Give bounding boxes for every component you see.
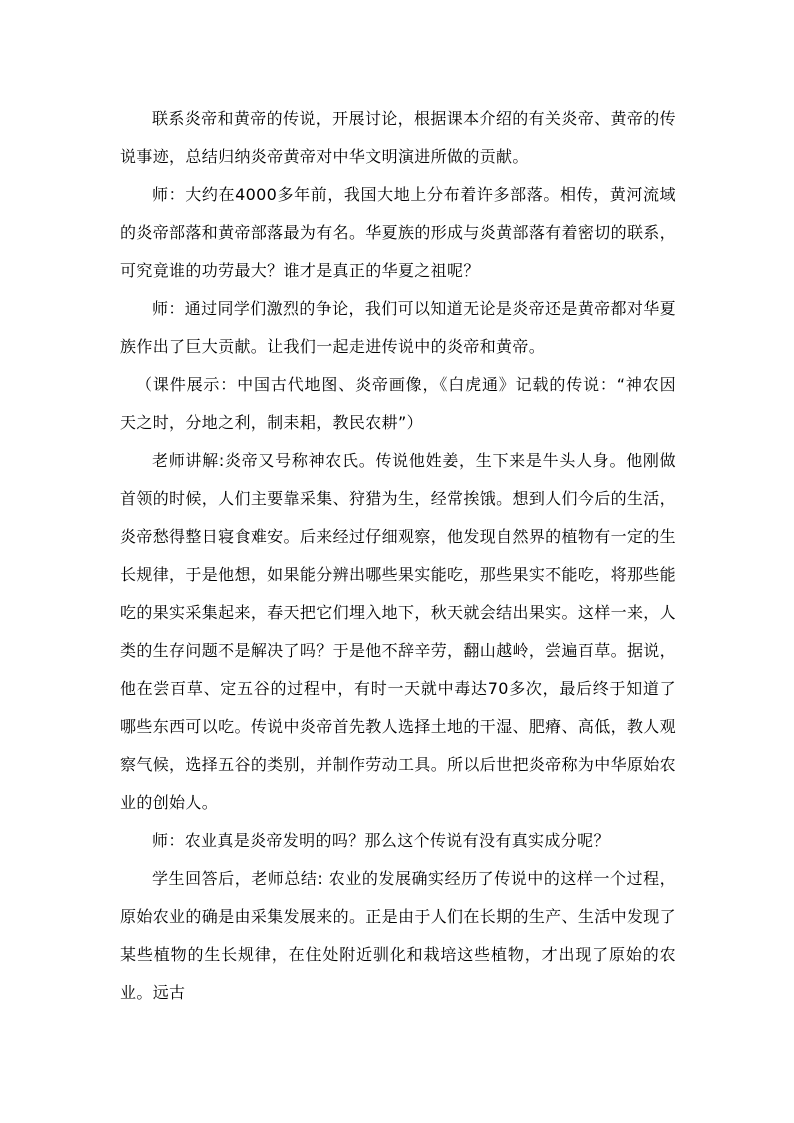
paragraph-teacher-summary: 师：通过同学们激烈的争论，我们可以知道无论是炎帝还是黄帝都对华夏族作出了巨大贡献。让我们一起走进传说中的炎帝和黄帝。 <box>120 299 676 356</box>
paragraph-courseware-note: （课件展示：中国古代地图、炎帝画像，《白虎通》记载的传说：“神农因天之时，分地之利，制耒耜，教民农耕”） <box>120 375 676 432</box>
paragraph-intro: 联系炎帝和黄帝的传说，开展讨论，根据课本介绍的有关炎帝、黄帝的传说事迹，总结归纳炎帝黄帝对中华文明演进所做的贡献。 <box>120 109 676 166</box>
paragraph-teacher-question-2: 师：农业真是炎帝发明的吗？那么这个传说有没有真实成分呢？ <box>152 831 610 850</box>
paragraph-teacher-question: 师：大约在4000多年前，我国大地上分布着许多部落。相传，黄河流域的炎帝部落和黄帝部落最为有名。华夏族的形成与炎黄部落有着密切的联系，可究竟谁的功劳最大？谁才是真正的华夏之祖呢？ <box>120 185 676 280</box>
paragraph-teacher-explanation: 老师讲解:炎帝又号称神农氏。传说他姓姜，生下来是牛头人身。他刚做首领的时候，人们主要靠采集、狩猎为生，经常挨饿。想到人们今后的生活，炎帝愁得整日寝食难安。后来经过仔细观察，他发现自然界的植物有一定的生长规律，于是他想，如果能分辨出哪些果实能吃，那些果实不能吃，将那些能吃的果实采集起来，春天把它们埋入地下，秋天就会结出果实。这样一来，人类的生存问题不是解决了吗？于是他不辞辛劳，翻山越岭，尝遍百草。据说，他在尝百草、定五谷的过程中，有时一天就中毒达70多次，最后终于知道了哪些东西可以吃。传说中炎帝首先教人选择土地的干湿、肥瘠、高低，教人观察气候，选择五谷的类别，并制作劳动工具。所以后世把炎帝称为中华原始农业的创始人。 <box>120 451 676 812</box>
paragraph-teacher-conclusion: 学生回答后，老师总结: 农业的发展确实经历了传说中的这样一个过程，原始农业的确是由采集发展来的。正是由于人们在长期的生产、生活中发现了某些植物的生长规律，在住处附近驯化和栽培这些植物，才出现了原始的农业。远古 <box>120 869 676 1002</box>
document-body <box>120 100 676 1012</box>
